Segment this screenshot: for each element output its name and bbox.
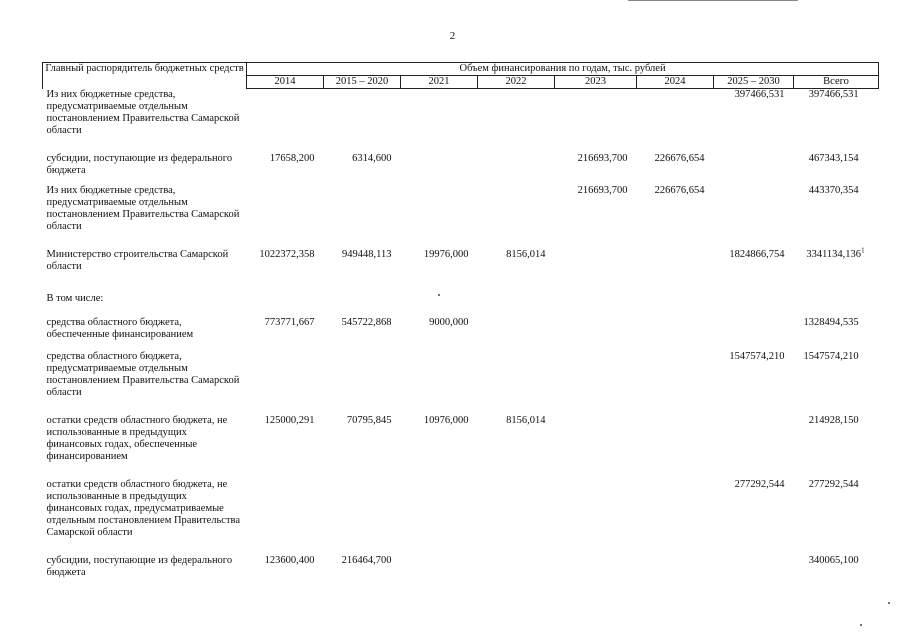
header-funding-group: Объем финансирования по годам, тыс. рублей (247, 63, 879, 76)
scan-edge-line (628, 0, 798, 1)
row-label: Из них бюджетные средства, предусматриваемые отдельным постановлением Правительства Самарской области (46, 184, 240, 232)
table-row (43, 555, 879, 587)
cell-value: 8156,014 (506, 414, 546, 426)
cell-value: 125000,291 (264, 414, 315, 426)
row-value (401, 415, 478, 479)
row-total (794, 153, 879, 185)
cell-value: 277292,544 (808, 478, 859, 490)
row-total (794, 293, 879, 317)
row-value (714, 351, 794, 415)
cell-value: 340065,100 (808, 554, 859, 566)
row-value (714, 89, 794, 153)
row-value (637, 317, 714, 351)
cell-value: 397466,531 (808, 89, 859, 100)
row-value (324, 249, 401, 293)
row-value (401, 249, 478, 293)
row-value (637, 415, 714, 479)
row-total (794, 479, 879, 555)
row-value (478, 351, 555, 415)
row-value (247, 153, 324, 185)
row-label: Министерство строительства Самарской области (46, 248, 229, 272)
row-total (794, 246, 879, 293)
cell-value: 10976,000 (423, 414, 469, 426)
cell-value: 216693,700 (577, 184, 628, 196)
row-value (478, 153, 555, 185)
cell-value: 467343,154 (808, 152, 859, 164)
cell-value: 1022372,358 (259, 248, 315, 260)
table-row (43, 415, 879, 479)
cell-value: 226676,654 (654, 152, 705, 164)
row-value (555, 351, 637, 415)
scan-speck (860, 624, 862, 626)
row-value (247, 351, 324, 415)
row-value (401, 153, 478, 185)
cell-value: 216693,700 (577, 152, 628, 164)
row-value (247, 555, 324, 587)
row-label: В том числе: (46, 292, 104, 304)
row-label: субсидии, поступающие из федерального бюджета (46, 152, 233, 176)
row-value (478, 415, 555, 479)
row-value (247, 479, 324, 555)
cell-value: 226676,654 (654, 184, 705, 196)
row-value (637, 185, 714, 249)
cell-value: 216464,700 (341, 554, 392, 566)
row-value (401, 185, 478, 249)
row-label: средства областного бюджета, обеспеченные финансированием (46, 316, 194, 340)
table-row (43, 317, 879, 351)
cell-value: 1824866,754 (729, 248, 785, 260)
row-total (794, 555, 879, 587)
row-value (714, 249, 794, 293)
cell-value: 17658,200 (269, 152, 315, 164)
row-value (324, 415, 401, 479)
cell-value: 3341134,136 (806, 248, 862, 260)
row-label: субсидии, поступающие из федерального бюджета (46, 554, 233, 578)
row-value (247, 249, 324, 293)
row-value (324, 479, 401, 555)
row-value (324, 185, 401, 249)
cell-value: 397466,531 (734, 89, 785, 100)
row-value (637, 479, 714, 555)
table-row (43, 351, 879, 415)
cell-value: 214928,150 (808, 414, 859, 426)
row-value (637, 351, 714, 415)
row-value (714, 317, 794, 351)
funding-table (42, 62, 879, 587)
row-value (555, 317, 637, 351)
row-value (324, 555, 401, 587)
table-row (43, 185, 879, 249)
row-value (637, 89, 714, 153)
row-value (555, 479, 637, 555)
row-value (555, 555, 637, 587)
header-year: 2014 (247, 76, 324, 89)
row-total (794, 185, 879, 249)
row-value (478, 317, 555, 351)
row-value (714, 415, 794, 479)
row-value (401, 89, 478, 153)
row-value (714, 293, 794, 317)
row-value (478, 293, 555, 317)
cell-value: 8156,014 (506, 248, 546, 260)
cell-value: 19976,000 (423, 248, 469, 260)
row-value (401, 479, 478, 555)
row-value (247, 317, 324, 351)
footnote-mark: 1 (861, 246, 865, 254)
row-value (478, 555, 555, 587)
header-year: 2022 (478, 76, 555, 89)
row-value (324, 351, 401, 415)
row-value (247, 185, 324, 249)
row-value (555, 249, 637, 293)
row-value (478, 479, 555, 555)
cell-value: 1547574,210 (803, 350, 859, 362)
row-total (794, 317, 879, 351)
row-total (794, 351, 879, 415)
row-label: остатки средств областного бюджета, не использованные в предыдущих финансовых годах, предусматриваемые отдельным постановлением Правительства Самарской области (46, 478, 241, 538)
header-year: 2023 (555, 76, 637, 89)
row-value (401, 351, 478, 415)
row-value (555, 185, 637, 249)
row-value (478, 89, 555, 153)
row-value (555, 293, 637, 317)
row-value (555, 153, 637, 185)
row-label: средства областного бюджета, предусматриваемые отдельным постановлением Правительства Самарской области (46, 350, 240, 398)
cell-value: 1328494,535 (803, 316, 859, 328)
cell-value: 6314,600 (352, 152, 392, 164)
page-number: 2 (449, 30, 456, 42)
row-value (714, 185, 794, 249)
row-value (324, 293, 401, 317)
row-value (324, 89, 401, 153)
row-value (555, 415, 637, 479)
scan-speck (888, 602, 890, 604)
table-row (43, 89, 879, 153)
table-row (43, 153, 879, 185)
row-value (637, 249, 714, 293)
row-value (401, 555, 478, 587)
row-value (714, 479, 794, 555)
row-value (247, 293, 324, 317)
cell-value: 9000,000 (429, 316, 469, 328)
row-value (555, 89, 637, 153)
row-value (637, 293, 714, 317)
cell-value: 949448,113 (342, 248, 392, 260)
cell-value: 123600,400 (264, 554, 315, 566)
table-row (43, 479, 879, 555)
row-value (478, 185, 555, 249)
cell-value: 1547574,210 (729, 350, 785, 362)
row-value (401, 293, 478, 317)
row-value (637, 555, 714, 587)
table-row (43, 293, 879, 317)
row-value (714, 555, 794, 587)
row-value (324, 317, 401, 351)
header-year: 2024 (637, 76, 714, 89)
row-value (247, 89, 324, 153)
cell-value: 277292,544 (734, 478, 785, 490)
header-manager: Главный распорядитель бюджетных средств (43, 63, 247, 89)
row-total (794, 415, 879, 479)
row-value (478, 249, 555, 293)
row-value (714, 153, 794, 185)
header-year: 2025 – 2030 (714, 76, 794, 89)
scan-speck (438, 294, 440, 296)
cell-value: 545722,868 (341, 316, 392, 328)
cell-value: 70795,845 (346, 414, 392, 426)
row-value (401, 317, 478, 351)
header-year: 2015 – 2020 (324, 76, 401, 89)
cell-value: 443370,354 (808, 184, 859, 196)
header-year: 2021 (401, 76, 478, 89)
row-value (247, 415, 324, 479)
cell-value: 773771,667 (264, 316, 315, 328)
table-row (43, 249, 879, 293)
row-label: остатки средств областного бюджета, не использованные в предыдущих финансовых годах, обеспеченные финансированием (46, 414, 228, 462)
row-value (637, 153, 714, 185)
row-label: Из них бюджетные средства, предусматриваемые отдельным постановлением Правительства Самарской области (46, 88, 240, 136)
row-value (324, 153, 401, 185)
header-year: Всего (794, 76, 879, 89)
row-total (794, 89, 879, 153)
